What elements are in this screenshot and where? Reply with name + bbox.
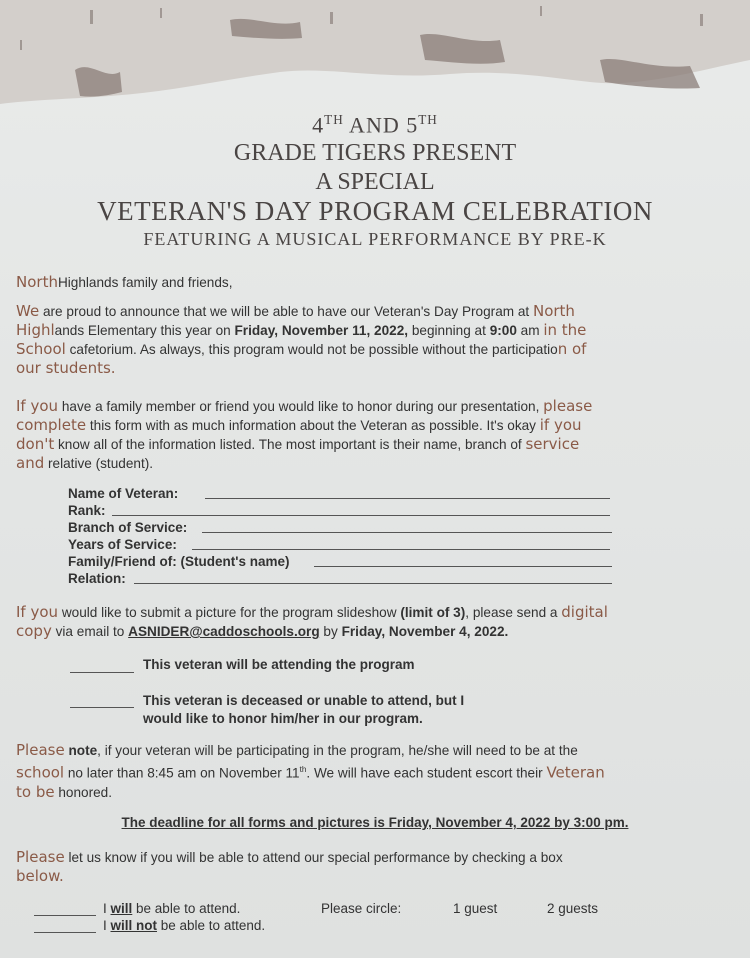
title-line-2: GRADE TIGERS PRESENT bbox=[233, 140, 517, 166]
deadline-notice: The deadline for all forms and pictures is Friday, November 4, 2022 by 3:00 pm. bbox=[121, 815, 629, 830]
field-line-family[interactable] bbox=[314, 566, 612, 567]
field-line-branch[interactable] bbox=[202, 532, 612, 533]
option-one-guest[interactable]: 1 guest bbox=[453, 901, 498, 916]
field-line-name[interactable] bbox=[205, 498, 610, 499]
field-line-years[interactable] bbox=[192, 549, 610, 550]
option-attending: This veteran will be attending the program bbox=[143, 657, 415, 672]
field-label-years: Years of Service: bbox=[68, 537, 177, 552]
option-two-guests[interactable]: 2 guests bbox=[547, 901, 599, 916]
decorative-banner bbox=[0, 0, 750, 110]
paragraph-picture: If you would like to submit a picture for the program slideshow (limit of 3), please send a digital copy via email to ASNIDER@caddoschools.org by Friday, November 4, 2022. bbox=[16, 603, 608, 640]
title-main: VETERAN'S DAY PROGRAM CELEBRATION bbox=[97, 196, 653, 226]
greeting: NorthHighlands family and friends, bbox=[16, 273, 233, 291]
paragraph-honor: If you have a family member or friend you would like to honor during our presentation, please complete this form with as much information about the Veteran as possible. It's okay if you don't know all of the information listed. The most important is their name, branch of service and relative (student). bbox=[16, 397, 593, 472]
email-link[interactable]: ASNIDER@caddoschools.org bbox=[128, 624, 320, 639]
option-will-attend: I will be able to attend. bbox=[103, 901, 241, 916]
field-label-branch: Branch of Service: bbox=[68, 520, 188, 535]
field-line-relation[interactable] bbox=[134, 583, 612, 584]
checkbox-line-deceased[interactable] bbox=[70, 707, 134, 708]
option-deceased: This veteran is deceased or unable to attend, but I would like to honor him/her in our program. bbox=[143, 693, 465, 726]
field-label-rank: Rank: bbox=[68, 503, 106, 518]
field-label-family: Family/Friend of: (Student's name) bbox=[68, 554, 290, 569]
option-will-not-attend: I will not be able to attend. bbox=[103, 918, 266, 933]
title-grades: 4TH AND 5TH bbox=[312, 112, 438, 138]
paragraph-note: Please note, if your veteran will be participating in the program, he/she will need to be at the school no later than 8:45 am on November 11th. We will have each student escort their Veteran to be honored. bbox=[16, 741, 605, 801]
paragraph-rsvp: Please let us know if you will be able to attend our special performance by checking a box below. bbox=[16, 848, 563, 885]
field-label-relation: Relation: bbox=[68, 571, 126, 586]
paragraph-announcement: We are proud to announce that we will be able to have our Veteran's Day Program at North Highlands Elementary this year on Friday, November 11, 2022, beginning at 9:00 am in the School cafetorium. As always, this program would not be possible without the participation of our students. bbox=[16, 302, 587, 377]
title-line-3: A SPECIAL bbox=[315, 169, 435, 195]
checkbox-line-will-attend[interactable] bbox=[34, 915, 96, 916]
circle-instruction: Please circle: bbox=[321, 901, 402, 916]
field-line-rank[interactable] bbox=[112, 515, 610, 516]
title-subtitle: FEATURING A MUSICAL PERFORMANCE BY PRE-K bbox=[143, 229, 607, 249]
checkbox-line-attending[interactable] bbox=[70, 672, 134, 673]
field-label-name: Name of Veteran: bbox=[68, 486, 179, 501]
checkbox-line-will-not-attend[interactable] bbox=[34, 932, 96, 933]
